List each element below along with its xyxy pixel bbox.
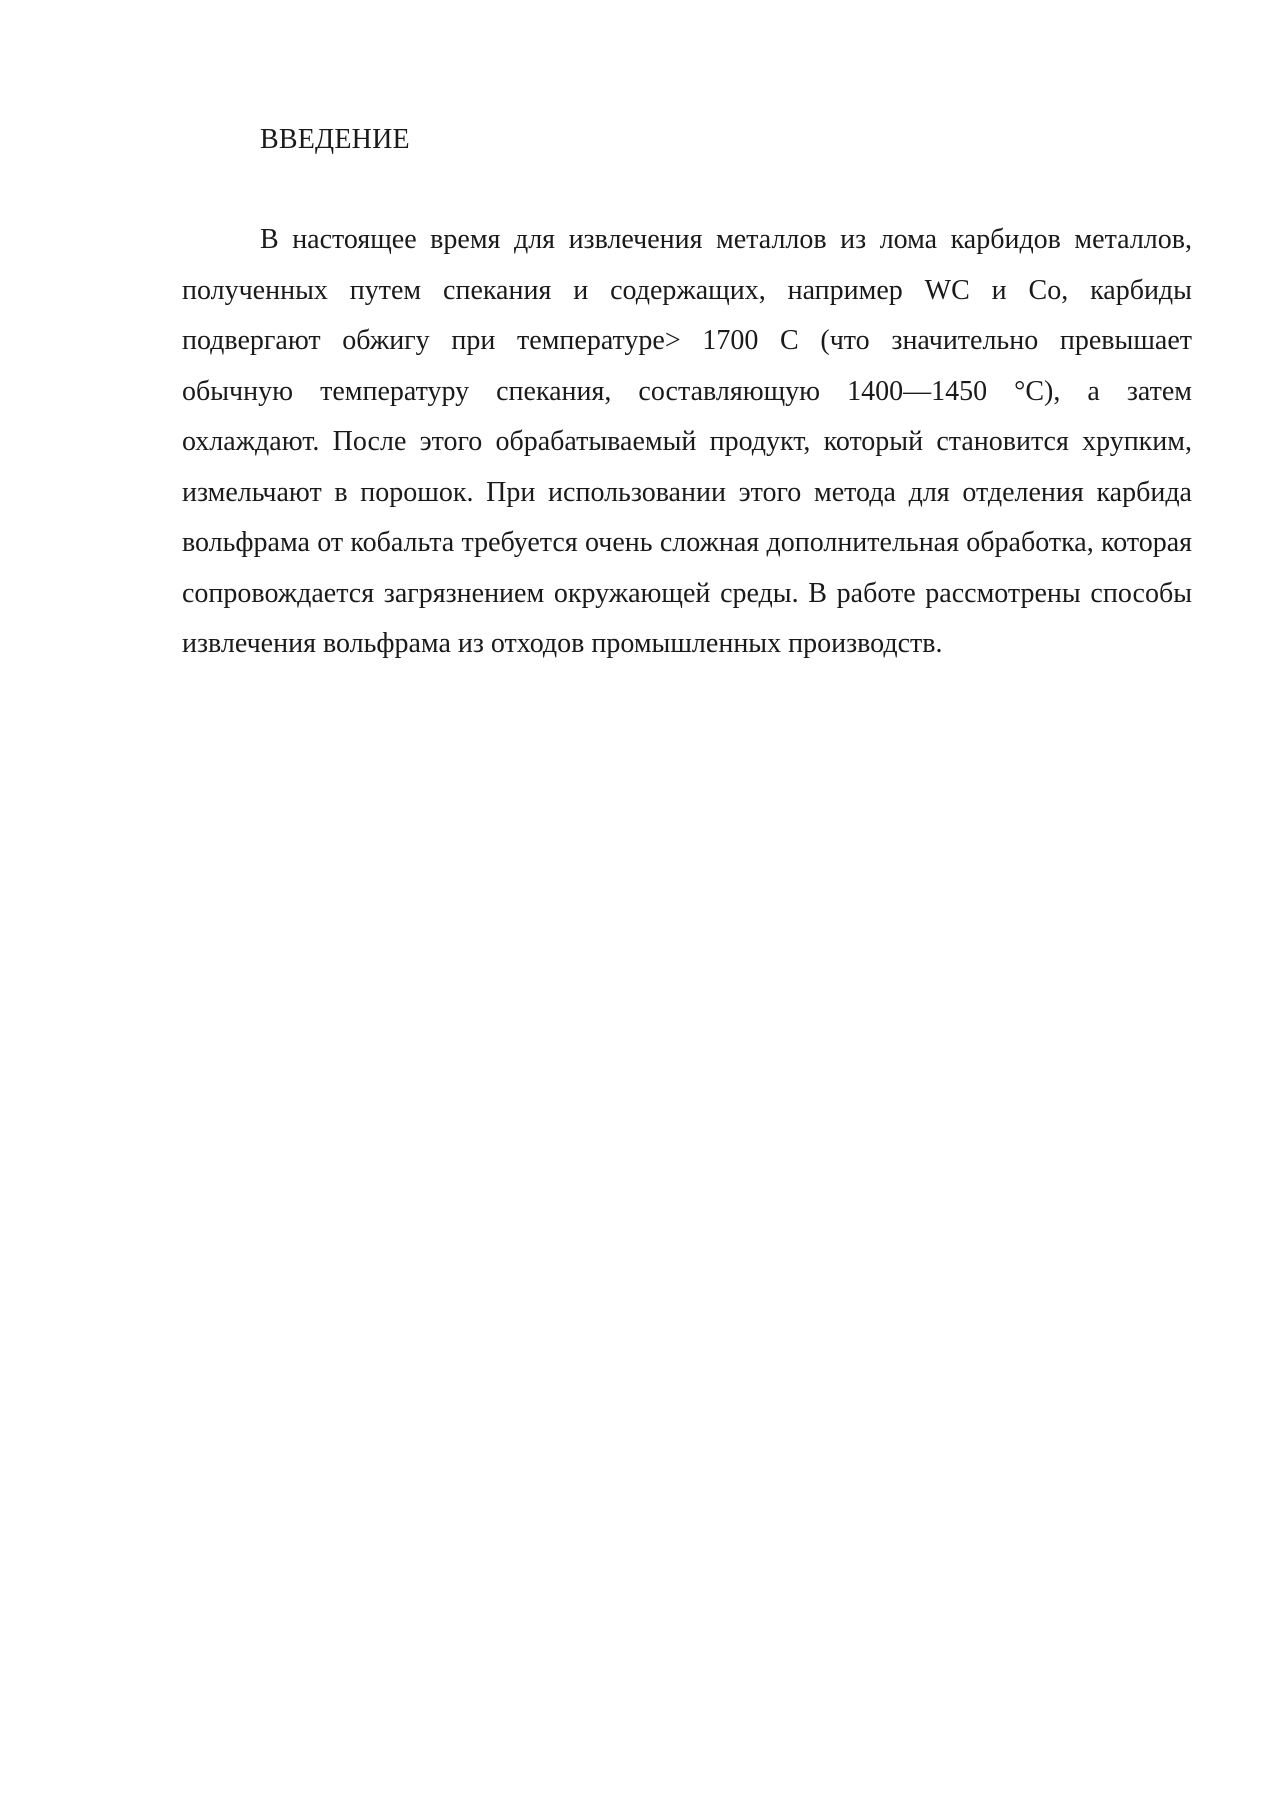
document-content <box>182 120 1192 670</box>
body-paragraph: В настоящее время для извлечения металлов из лома карбидов металлов, полученных путем спекания и содержащих, например WC и Co, карбиды подвергают обжигу при температуре> 1700 С (что значительно превышает обычную температуру спекания, составляющую 1400—1450 °С), а затем охлаждают. После этого обрабатываемый продукт, который становится хрупким, измельчают в порошок. При использовании этого метода для отделения карбида вольфрама от кобальта требуется очень сложная дополнительная обработка, которая сопровождается загрязнением окружающей среды. В работе рассмотрены способы извлечения вольфрама из отходов промышленных производств. <box>182 224 1192 659</box>
section-heading: ВВЕДЕНИЕ <box>260 124 410 155</box>
